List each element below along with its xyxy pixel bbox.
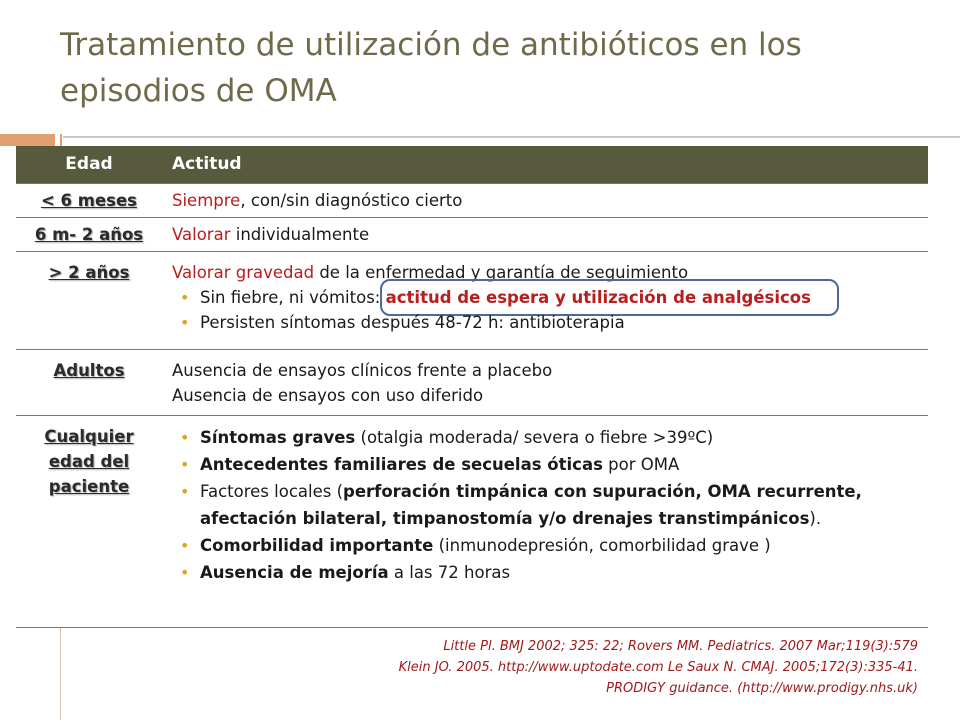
age-cell — [16, 183, 162, 217]
slide-title-line-2: episodios de OMA — [60, 73, 337, 109]
actitud-cell — [162, 217, 928, 251]
table-row — [16, 217, 928, 251]
age-label-line-1: Cualquier — [44, 426, 134, 446]
list-item — [172, 424, 918, 451]
bullet-list — [172, 424, 918, 586]
bullet-emphasis: Antecedentes familiares de secuelas óticas — [200, 454, 603, 474]
bullet-text: (otalgia moderada/ severa o fiebre >39ºC) — [355, 427, 714, 447]
circled-recommendation — [386, 285, 811, 310]
actitud-cell — [162, 415, 928, 627]
highlight-word: gravedad — [235, 262, 315, 282]
bullet-emphasis: perforación timpánica con supuración, OMA recurrente, afectación bilateral, timpanostomía y/o drenajes transtimpánicos — [200, 481, 862, 528]
list-item — [172, 532, 918, 559]
bullet-emphasis: actitud de espera y utilización de analgésicos — [385, 287, 811, 307]
treatment-table — [16, 146, 928, 628]
slide-title — [60, 22, 940, 114]
references — [218, 636, 918, 699]
highlight-word: Valorar — [172, 224, 231, 244]
reference-line-2: Klein JO. 2005. http://www.uptodate.com Le Saux N. CMAJ. 2005;172(3):335-41. — [398, 660, 918, 675]
age-label-line-3: paciente — [48, 476, 130, 496]
age-cell — [16, 217, 162, 251]
table-header-row — [16, 146, 928, 183]
age-cell — [16, 415, 162, 627]
bullet-text: (inmunodepresión, comorbilidad grave ) — [433, 535, 771, 555]
list-item — [172, 310, 918, 335]
table-row — [16, 183, 928, 217]
table-row — [16, 415, 928, 627]
header-actitud: Actitud — [162, 146, 928, 183]
orange-accent-bar — [0, 134, 55, 146]
list-item — [172, 478, 918, 532]
age-label-line-2: edad del — [48, 451, 130, 471]
title-divider-line — [63, 136, 960, 138]
bullet-text: Persisten síntomas después 48-72 h: antibioterapia — [200, 312, 625, 332]
bullet-emphasis: Comorbilidad importante — [200, 535, 434, 555]
bullet-list — [172, 285, 918, 335]
bullet-text: a las 72 horas — [388, 562, 511, 582]
age-label: 6 m- 2 años — [34, 224, 144, 244]
table-row — [16, 251, 928, 349]
bullet-text: por OMA — [602, 454, 680, 474]
reference-line-3: PRODIGY guidance. (http://www.prodigy.nhs.uk) — [606, 681, 918, 696]
bullet-text: Factores locales ( — [200, 481, 344, 501]
list-item — [172, 559, 918, 586]
age-label: > 2 años — [48, 262, 130, 282]
age-cell — [16, 251, 162, 349]
highlight-word: Siempre — [172, 190, 241, 210]
actitud-cell — [162, 183, 928, 217]
highlight-word: Valorar — [172, 262, 231, 282]
header-edad: Edad — [16, 146, 162, 183]
bullet-emphasis: Síntomas graves — [200, 427, 356, 447]
actitud-text: Ausencia de ensayos clínicos frente a placebo — [172, 360, 553, 380]
actitud-text: , con/sin diagnóstico cierto — [240, 190, 463, 210]
bullet-text: ). — [809, 508, 822, 528]
age-label: Adultos — [53, 360, 125, 380]
actitud-cell — [162, 251, 928, 349]
age-cell — [16, 349, 162, 415]
age-label: < 6 meses — [40, 190, 137, 210]
table-row — [16, 349, 928, 415]
bullet-text: Sin fiebre, ni vómitos: — [200, 287, 386, 307]
actitud-cell — [162, 349, 928, 415]
list-item — [172, 285, 918, 310]
reference-line-1: Little Pl. BMJ 2002; 325: 22; Rovers MM. Pediatrics. 2007 Mar;119(3):579 — [443, 639, 918, 654]
bullet-emphasis: Ausencia de mejoría — [200, 562, 389, 582]
list-item — [172, 451, 918, 478]
actitud-text: individualmente — [230, 224, 370, 244]
actitud-text: Ausencia de ensayos con uso diferido — [172, 385, 484, 405]
actitud-text: de la enfermedad y garantía de seguimiento — [314, 262, 689, 282]
slide-title-line-1: Tratamiento de utilización de antibióticos en los — [60, 27, 802, 63]
orange-accent-tick — [60, 134, 62, 146]
